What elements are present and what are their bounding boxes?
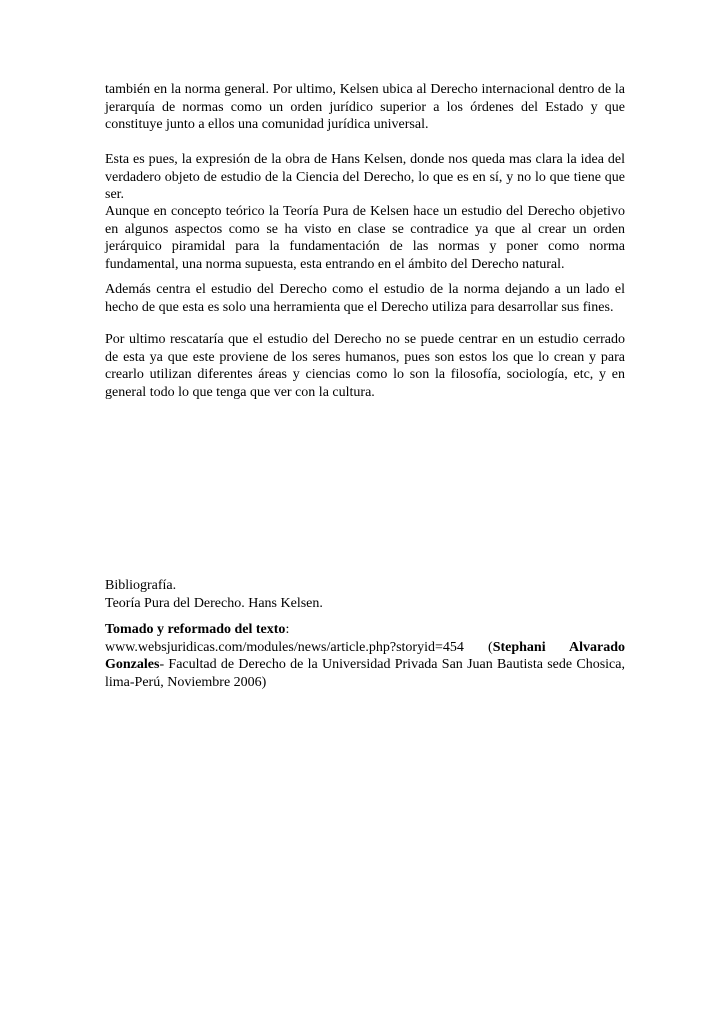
paragraph-text: también en la norma general. Por ultimo, Kelsen ubica al Derecho internacional dentro de la jerarquía de normas como un orden jurídico superior a los órdenes del Estado y que constituye junto a ellos una comunidad jurídica universal. [105, 82, 625, 133]
paragraph-text: Además centra el estudio del Derecho como el estudio de la norma dejando a un lado el hecho de que esta es solo una herramienta que el Derecho utiliza para desarrollar sus fines. [105, 282, 625, 315]
paragraph-kelsen-international-law [105, 81, 625, 134]
source-author: Stephani Alvarado Gonzales [105, 639, 625, 673]
paragraph-norm-as-tool [105, 281, 625, 316]
bibliography-section [105, 577, 625, 612]
source-section [105, 621, 625, 691]
paragraph-conclusion [105, 331, 625, 401]
source-url: www.websjuridicas.com/modules/news/article.php?storyid=454 ( [105, 639, 493, 655]
paragraph-expression-of-work [105, 151, 625, 204]
bibliography-heading: Bibliografía. [105, 578, 177, 593]
paragraph-text: Aunque en concepto teórico la Teoría Pura de Kelsen hace un estudio del Derecho objetivo en algunos aspectos como se ha visto en clase se contradice ya que al crear un orden jerárquico piramidal para la fundamentación de las normas y poner como norma fundamental, una norma supuesta, esta entrando en el ámbito del Derecho natural. [105, 204, 625, 272]
source-label: Tomado y reformado del texto [105, 622, 286, 637]
paragraph-pure-theory-critique [105, 203, 625, 273]
paragraph-text: Por ultimo rescataría que el estudio del Derecho no se puede centrar en un estudio cerrado de esta ya que este proviene de los seres humanos, pues son estos los que lo crean y para crearlo utilizan diferentes áreas y ciencias como lo son la filosofía, sociología, etc, y en general todo lo que tenga que ver con la cultura. [105, 332, 625, 400]
paragraph-text: Esta es pues, la expresión de la obra de Hans Kelsen, donde nos queda mas clara la idea del verdadero objeto de estudio de la Ciencia del Derecho, lo que es en sí, y no lo que tiene que ser. [105, 152, 625, 203]
source-citation [105, 621, 625, 691]
bibliography-entry: Teoría Pura del Derecho. Hans Kelsen. [105, 595, 323, 611]
source-details: - Facultad de Derecho de la Universidad Privada San Juan Bautista sede Chosica, lima-Perú, Noviembre 2006) [105, 657, 625, 690]
source-colon: : [285, 622, 290, 637]
